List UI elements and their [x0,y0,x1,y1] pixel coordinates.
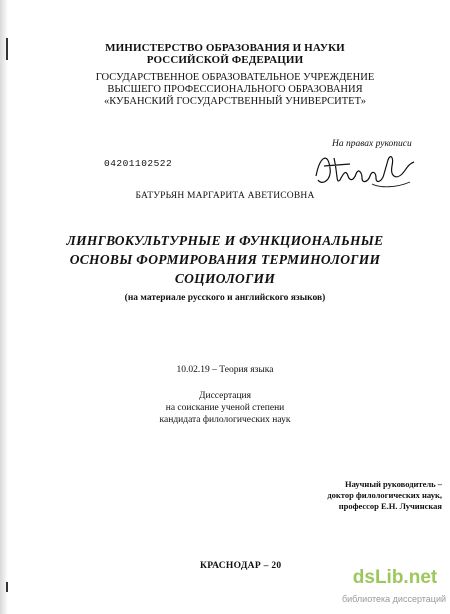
institution-line-2: ВЫСШЕГО ПРОФЕССИОНАЛЬНОГО ОБРАЗОВАНИЯ [107,84,363,95]
scan-edge [0,0,8,614]
ministry-line-1: МИНИСТЕРСТВО ОБРАЗОВАНИЯ И НАУКИ [105,42,345,54]
scan-mark-bottom [6,582,8,592]
document-number: 04201102522 [104,158,173,169]
supervisor-line-2: доктор филологических наук, [327,490,442,500]
institution-line-3: «КУБАНСКИЙ ГОСУДАРСТВЕННЫЙ УНИВЕРСИТЕТ» [104,96,366,107]
signature [310,146,420,192]
watermark-brand: dsLib.net [352,567,438,588]
watermark-logo [342,567,448,589]
watermark [340,567,448,611]
city-year: КРАСНОДАР – 20 [200,561,282,571]
title-line-1: ЛИНГВОКУЛЬТУРНЫЕ И ФУНКЦИОНАЛЬНЫЕ [66,233,384,248]
specialty: 10.02.19 – Теория языка [176,365,274,375]
supervisor-block [272,479,442,512]
title-line-3: СОЦИОЛОГИИ [174,271,276,286]
title-line-2: ОСНОВЫ ФОРМИРОВАНИЯ ТЕРМИНОЛОГИИ [69,252,381,267]
supervisor-line-3: профессор Е.Н. Лучинская [338,501,442,511]
degree-line-2: на соискание ученой степени [165,403,285,413]
title-subtitle: (на материале русского и английского языков) [124,293,326,303]
degree-line-3: кандидата филологических наук [159,415,291,425]
manuscript-note: На правах рукописи [332,139,412,149]
degree-line-1: Диссертация [199,391,251,401]
institution-line-1: ГОСУДАРСТВЕННОЕ ОБРАЗОВАТЕЛЬНОЕ УЧРЕЖДЕНИЕ [95,72,375,83]
watermark-tagline: библиотека диссертаций [341,594,446,604]
ministry-line-2: РОССИЙСКОЙ ФЕДЕРАЦИИ [146,54,304,66]
supervisor-line-1: Научный руководитель – [344,479,442,489]
author-name: БАТУРЬЯН МАРГАРИТА АВЕТИСОВНА [135,191,315,201]
